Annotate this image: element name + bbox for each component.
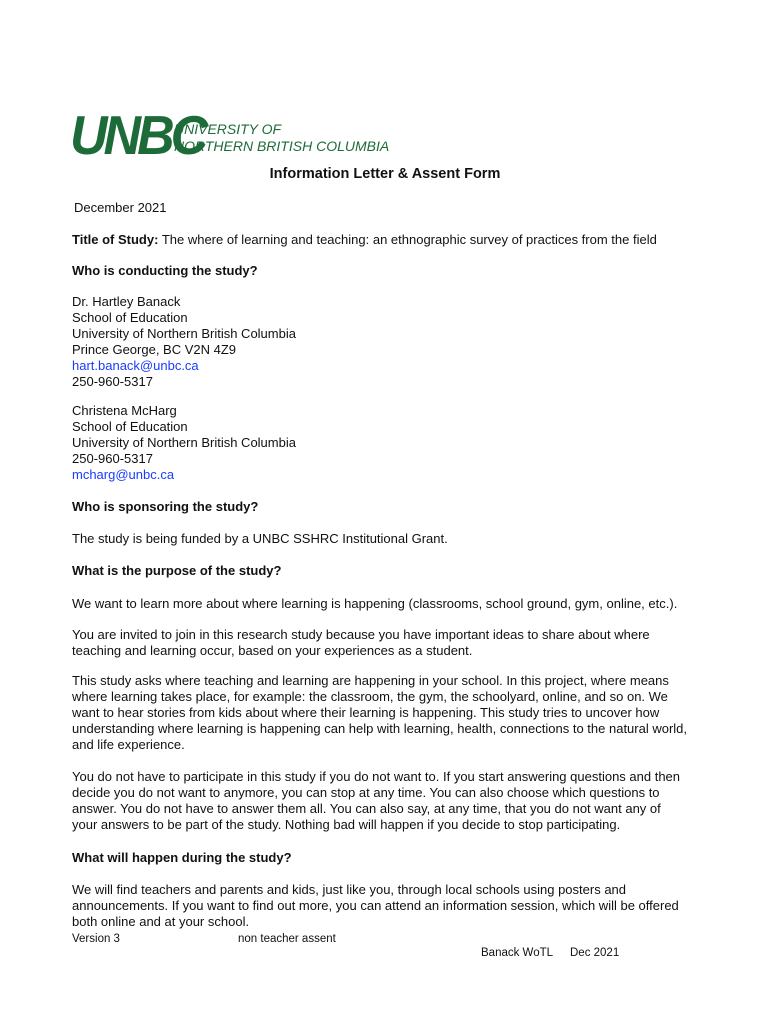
happen-paragraph-1	[72, 882, 712, 930]
researcher-1-name: Dr. Hartley Banack	[72, 294, 181, 309]
purpose-paragraph-4	[72, 769, 712, 833]
researcher-2-name: Christena McHarg	[72, 403, 177, 418]
who-heading: Who is conducting the study?	[72, 263, 258, 278]
paragraph-line: We will find teachers and parents and kids, just like you, through local schools using posters and	[72, 882, 627, 897]
researcher-2-email-link[interactable]: mcharg@unbc.ca	[72, 467, 175, 482]
researcher-1-city: Prince George, BC V2N 4Z9	[72, 342, 237, 357]
purpose-heading: What is the purpose of the study?	[72, 563, 282, 578]
paragraph-line: answer. You do not have to answer them all. You can also say, at any time, that you do not want any of	[72, 801, 661, 816]
researcher-2-university: University of Northern British Columbia	[72, 435, 296, 450]
happen-heading: What will happen during the study?	[72, 850, 292, 865]
paragraph-line: teaching and learning occur, based on your experiences as a student.	[72, 643, 473, 658]
paragraph-line: your answers to be part of the study. Nothing bad will happen if you decide to stop participating.	[72, 817, 621, 832]
paragraph-line: announcements. If you want to find out more, you can attend an information session, which will be offered	[72, 898, 679, 913]
paragraph-line: This study asks where teaching and learning are happening in your school. In this project, where means	[72, 673, 669, 688]
logo-line-2: NORTHERN BRITISH COLUMBIA	[174, 138, 390, 154]
purpose-paragraph-3	[72, 673, 712, 753]
sponsor-heading: Who is sponsoring the study?	[72, 499, 259, 514]
footer-version: Version 3	[72, 933, 120, 945]
logo-wordmark	[174, 121, 389, 155]
researcher-1-university: University of Northern British Columbia	[72, 326, 296, 341]
study-title-label: Title of Study:	[72, 232, 159, 247]
researcher-2-dept: School of Education	[72, 419, 188, 434]
paragraph-line: You do not have to participate in this study if you do not want to. If you start answering questions and then	[72, 769, 681, 784]
researcher-2-block	[72, 403, 712, 483]
logo-mark: UNBC	[70, 105, 205, 167]
paragraph-line: where learning takes place, for example: the classroom, the gym, the schoolyard, online, and so on. We	[72, 689, 668, 704]
document-date: December 2021	[74, 200, 167, 215]
researcher-1-dept: School of Education	[72, 310, 188, 325]
researcher-2-phone: 250-960-5317	[72, 451, 153, 466]
paragraph-line: decide you do not want to anymore, you can stop at any time. You can also choose which questions to	[72, 785, 660, 800]
purpose-paragraph-1: We want to learn more about where learning is happening (classrooms, school ground, gym, online, etc.).	[72, 596, 678, 611]
paragraph-line: You are invited to join in this research study because you have important ideas to share about where	[72, 627, 650, 642]
unbc-logo	[70, 105, 390, 168]
paragraph-line: understanding where learning is happening can help with learning, health, connections to the natural world,	[72, 721, 688, 736]
footer-assent: non teacher assent	[238, 933, 336, 945]
sponsor-text: The study is being funded by a UNBC SSHRC Institutional Grant.	[72, 531, 448, 546]
study-title-value: The where of learning and teaching: an ethnographic survey of practices from the field	[158, 232, 657, 247]
paragraph-line: both online and at your school.	[72, 914, 250, 929]
study-title-line	[72, 232, 712, 248]
footer-date: Dec 2021	[570, 947, 620, 959]
paragraph-line: and life experience.	[72, 737, 185, 752]
researcher-1-block	[72, 294, 712, 390]
logo-line-1: UNIVERSITY OF	[174, 121, 282, 137]
researcher-1-phone: 250-960-5317	[72, 374, 153, 389]
document-title: Information Letter & Assent Form	[269, 166, 501, 182]
footer-author: Banack WoTL	[481, 947, 554, 959]
researcher-1-email-link[interactable]: hart.banack@unbc.ca	[72, 358, 199, 373]
paragraph-line: want to hear stories from kids about where their learning is happening. This study tries to uncover how	[72, 705, 660, 720]
purpose-paragraph-2	[72, 627, 712, 659]
